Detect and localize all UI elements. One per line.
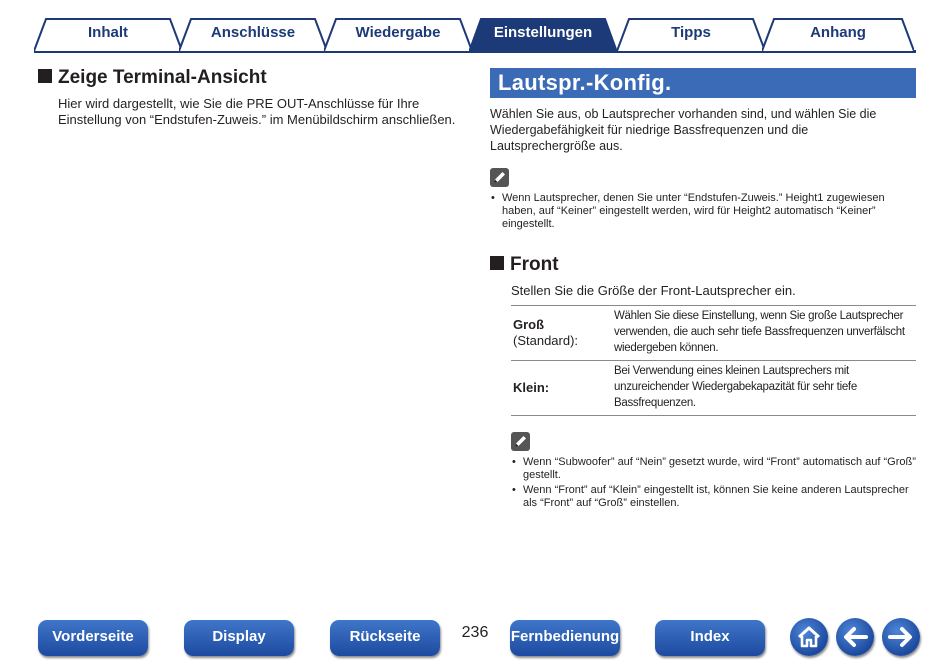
option-key-cell: [511, 361, 612, 416]
right-column: [490, 68, 916, 512]
tab-label: Tipps: [671, 24, 711, 41]
note-list: [511, 456, 916, 510]
arrow-left-icon: [836, 618, 874, 656]
home-button[interactable]: [790, 618, 828, 656]
table-row: [511, 361, 916, 416]
tab-label: Einstellungen: [493, 24, 593, 41]
square-bullet-icon: [38, 69, 52, 83]
option-key-cell: [511, 306, 612, 361]
note-block: [490, 168, 916, 231]
tab-tipps[interactable]: [617, 18, 765, 52]
heading-text: Front: [510, 254, 559, 275]
tab-einstellungen[interactable]: [469, 18, 617, 52]
tab-label: Inhalt: [88, 24, 128, 41]
front-body: [511, 283, 916, 510]
left-column: [38, 66, 468, 128]
note-list: [490, 192, 916, 231]
tab-inhalt[interactable]: [34, 18, 182, 52]
option-description: Wählen Sie diese Einstellung, wenn Sie große Lautsprecher verwenden, die auch sehr tiefe Bassfrequenzen unverfälscht wiedergeben können.: [612, 306, 916, 361]
section-heading: [38, 66, 468, 90]
arrow-right-icon: [882, 618, 920, 656]
list-item: • Wenn Lautsprecher, denen Sie unter “Endstufen-Zuweis.” Height1 zugewiesen haben, auf “Keiner” eingestellt werden, wird für Height2 automatisch “Keiner” eingestellt.: [490, 192, 916, 231]
forward-button[interactable]: [882, 618, 920, 656]
tab-label: Wiedergabe: [355, 24, 441, 41]
tab-label: Anhang: [810, 24, 866, 41]
note-block: [511, 432, 916, 510]
tab-anschluesse[interactable]: [179, 18, 327, 52]
home-icon: [790, 618, 828, 656]
heading-text: Zeige Terminal-Ansicht: [58, 67, 267, 88]
pencil-note-icon: [490, 168, 509, 187]
display-button[interactable]: Display: [184, 620, 294, 656]
tab-anhang[interactable]: [762, 18, 914, 52]
fernbedienung-button[interactable]: Fernbedienung: [510, 620, 620, 656]
option-sub: (Standard):: [513, 333, 579, 348]
list-item: • Wenn “Subwoofer” auf “Nein” gesetzt wurde, wird “Front” automatisch auf “Groß” gestellt.: [511, 456, 916, 482]
tab-bar: [0, 0, 950, 56]
front-heading: [490, 253, 916, 277]
tab-label: Anschlüsse: [210, 24, 296, 41]
rueckseite-button[interactable]: Rückseite: [330, 620, 440, 656]
tab-wiedergabe[interactable]: [324, 18, 472, 52]
front-intro-text: Stellen Sie die Größe der Front-Lautsprecher ein.: [511, 283, 796, 298]
page-title: Lautspr.-Konfig.: [490, 68, 916, 98]
vorderseite-button[interactable]: Vorderseite: [38, 620, 148, 656]
options-table: [511, 305, 916, 416]
option-description: Bei Verwendung eines kleinen Lautsprechers mit unzureichender Wiedergabekapazität für sehr tiefe Bassfrequenzen.: [612, 361, 916, 416]
list-item: • Wenn “Front” auf “Klein” eingestellt ist, können Sie keine anderen Lautsprecher als “Front” auf “Groß” einstellen.: [511, 484, 916, 510]
intro-text: Wählen Sie aus, ob Lautsprecher vorhanden sind, und wählen Sie die Wiedergabefähigkeit für niedrige Bassfrequenzen und die Lautsprechergröße aus.: [490, 107, 877, 153]
section-text: Hier wird dargestellt, wie Sie die PRE OUT-Anschlüsse für Ihre Einstellung von “Endstufen-Zuweis.” im Menübildschirm anschließen.: [58, 96, 456, 127]
page-number: 236: [461, 624, 489, 641]
square-bullet-icon: [490, 256, 504, 270]
table-row: [511, 306, 916, 361]
option-name: Klein:: [513, 380, 550, 395]
pencil-note-icon: [511, 432, 530, 451]
back-button[interactable]: [836, 618, 874, 656]
option-name: Groß: [513, 317, 545, 332]
index-button[interactable]: Index: [655, 620, 765, 656]
